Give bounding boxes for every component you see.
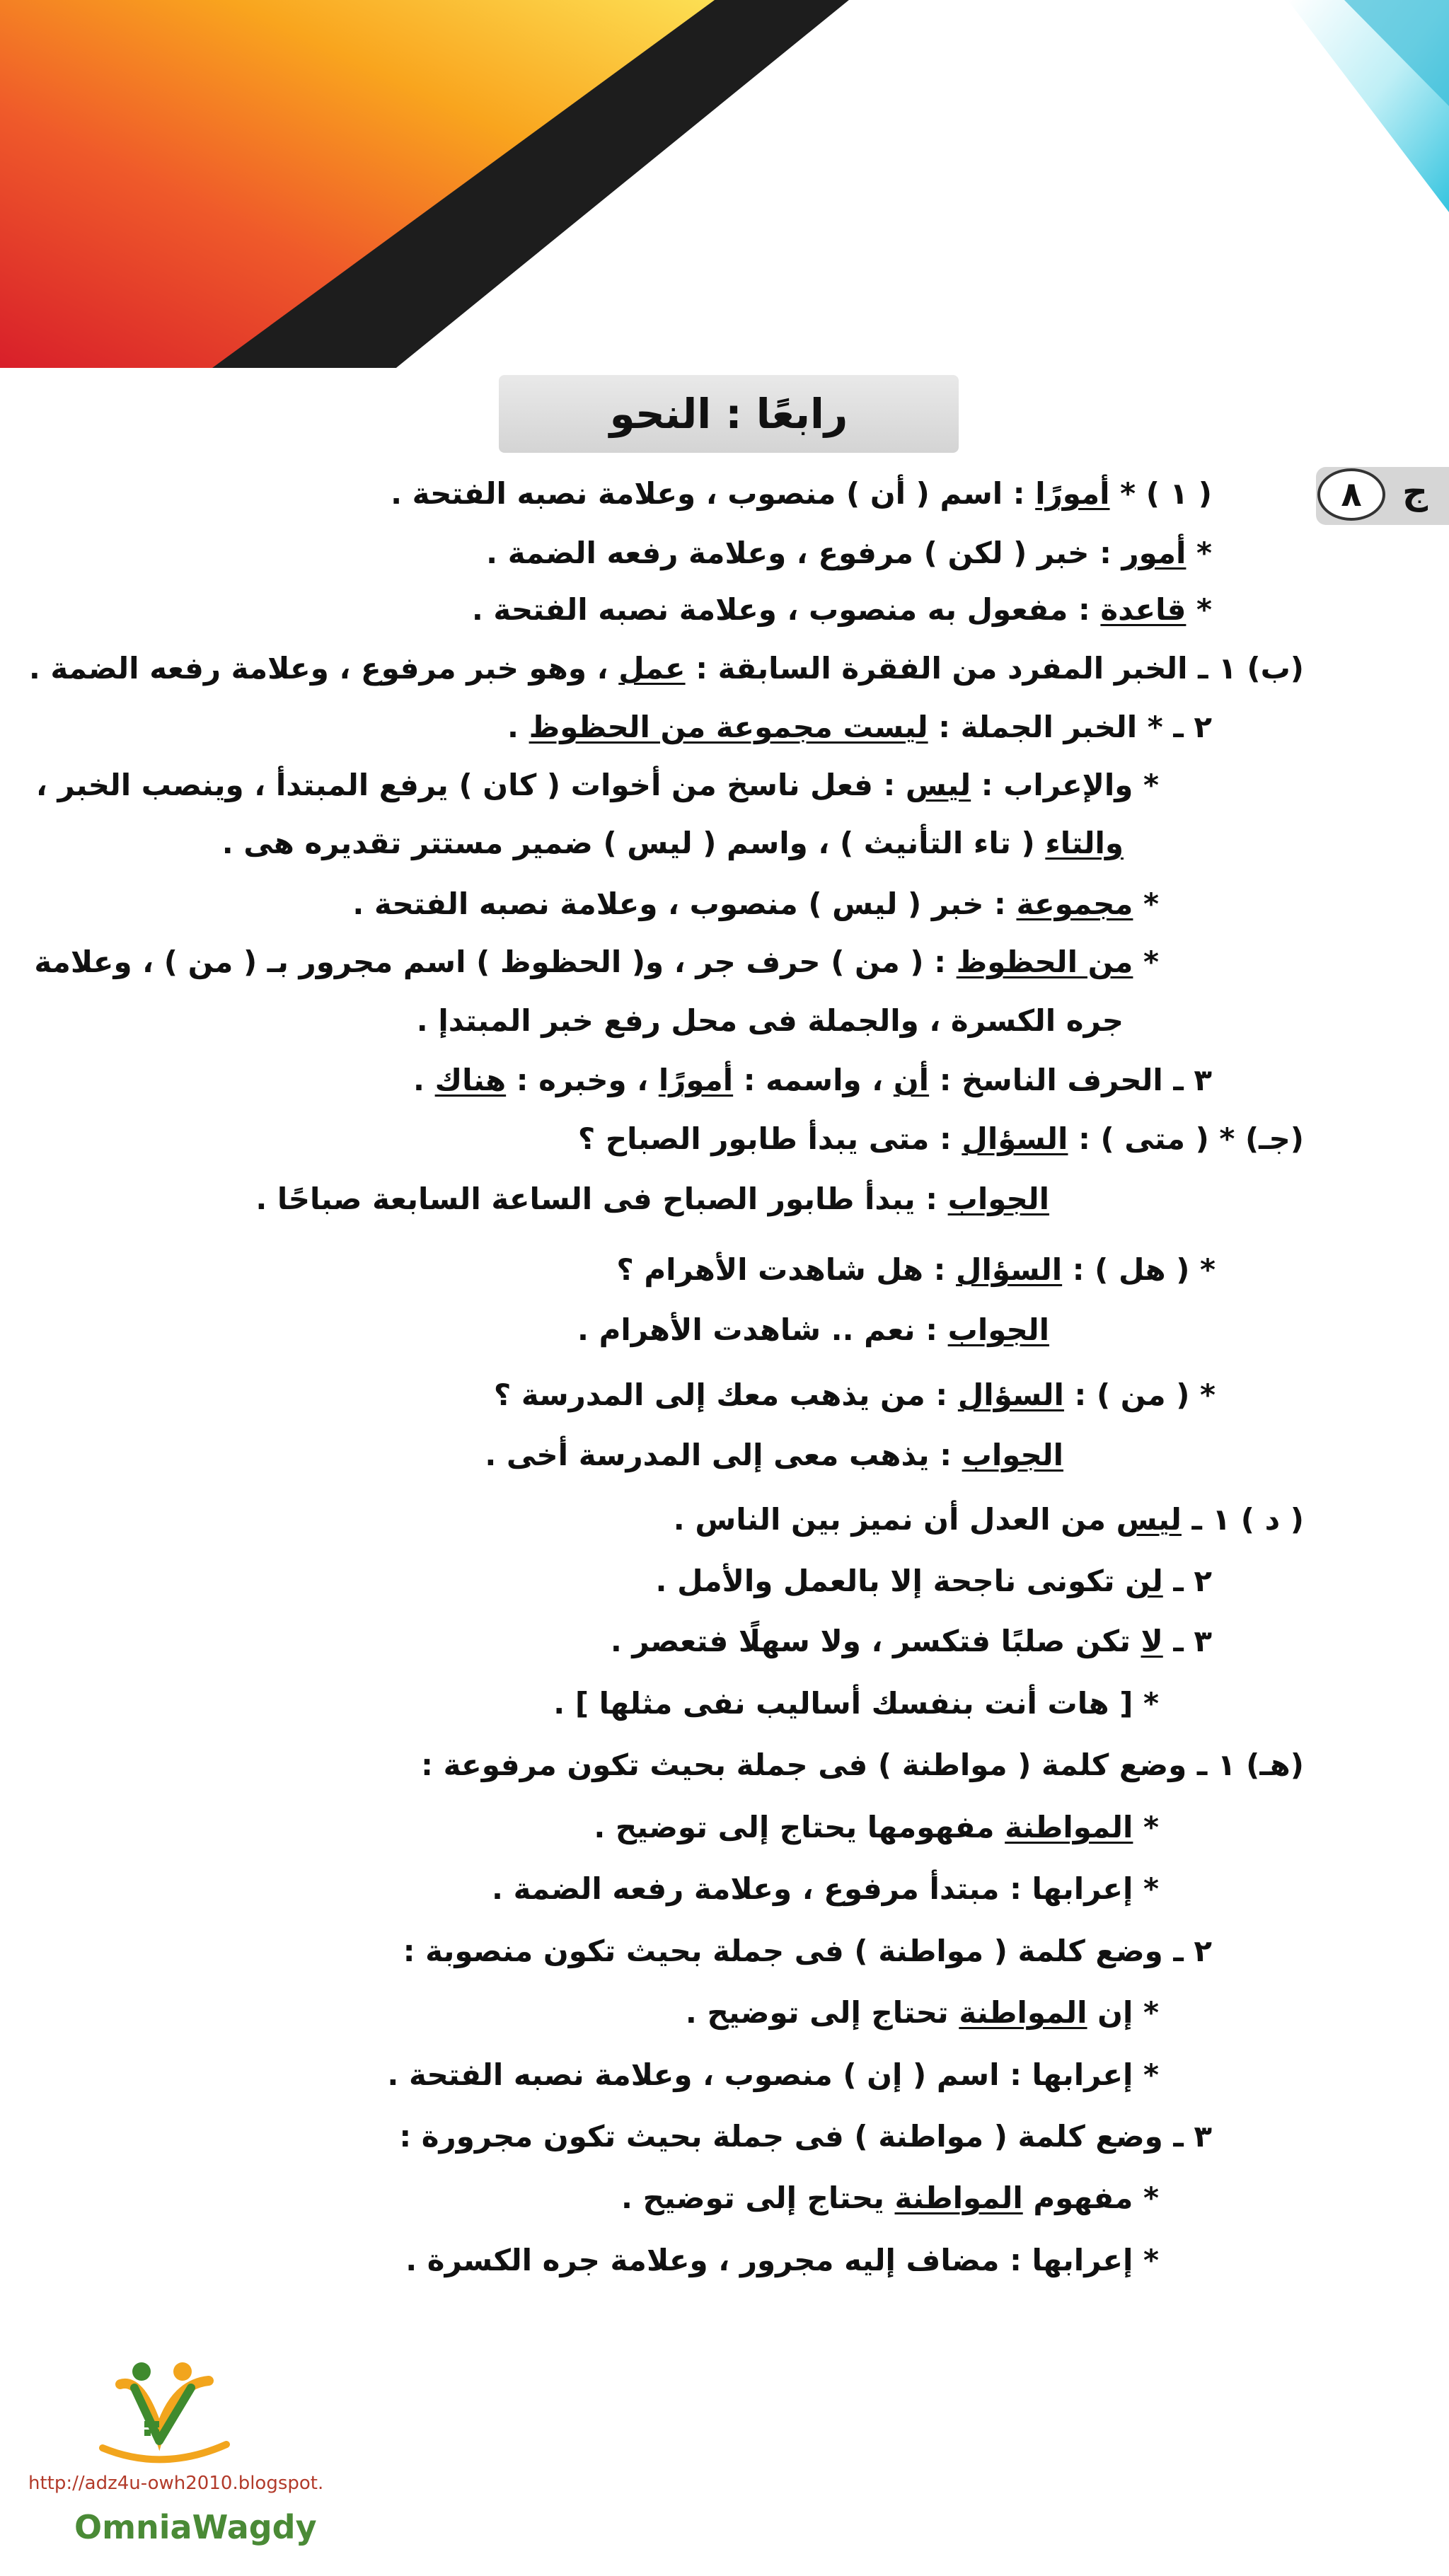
line-text: ، واسمه : bbox=[733, 1063, 894, 1097]
line-text: * bbox=[1133, 1810, 1159, 1844]
answer-line bbox=[255, 1178, 1049, 1220]
underlined-keyword: الجواب bbox=[947, 1182, 1049, 1216]
underlined-keyword: ليس bbox=[1116, 1502, 1182, 1537]
line-text: ، وهو خبر مرفوع ، وعلامة رفعه الضمة . bbox=[28, 651, 619, 686]
underlined-keyword: مجموعة bbox=[1016, 886, 1133, 921]
decorative-banner bbox=[0, 0, 1449, 382]
line-text: : يبدأ طابور الصباح فى الساعة السابعة صباحًا . bbox=[255, 1182, 948, 1216]
line-text: (هـ) ١ ـ وضع كلمة ( مواطنة ) فى جملة بحيث تكون مرفوعة : bbox=[421, 1748, 1304, 1782]
underlined-keyword: الجواب bbox=[962, 1438, 1063, 1472]
line-text: ٣ ـ الحرف الناسخ : bbox=[929, 1063, 1212, 1097]
answer-line bbox=[387, 2054, 1159, 2096]
line-text: * [ هات أنت بنفسك أساليب نفى مثلها ] . bbox=[553, 1686, 1159, 1721]
answer-line bbox=[486, 532, 1212, 574]
line-text: : خبر ( ليس ) منصوب ، وعلامة نصبه الفتحة . bbox=[352, 886, 1017, 921]
line-text: ٢ ـ * الخبر الجملة : bbox=[928, 710, 1212, 744]
line-text: * إعرابها : اسم ( إن ) منصوب ، وعلامة نصبه الفتحة . bbox=[387, 2057, 1159, 2092]
underlined-keyword: أمورًا bbox=[658, 1063, 734, 1097]
line-text: : خبر ( لكن ) مرفوع ، وعلامة رفعه الضمة . bbox=[486, 536, 1122, 570]
line-text: ٢ ـ وضع كلمة ( مواطنة ) فى جملة بحيث تكون منصوبة : bbox=[403, 1934, 1212, 1968]
line-text: * bbox=[1133, 886, 1159, 921]
line-text: يحتاج إلى توضيح . bbox=[621, 2181, 895, 2215]
line-text: تكن صلبًا فتكسر ، ولا سهلًا فتعصر . bbox=[610, 1624, 1141, 1658]
answer-line bbox=[492, 1868, 1159, 1910]
line-text: * إعرابها : مضاف إليه مجرور ، وعلامة جره الكسرة . bbox=[405, 2243, 1159, 2277]
answer-line bbox=[686, 1992, 1159, 2034]
line-text: ٢ ـ bbox=[1162, 1564, 1212, 1598]
line-text: * والإعراب : bbox=[971, 768, 1159, 802]
underlined-keyword: السؤال bbox=[962, 1121, 1068, 1156]
underlined-keyword: لا bbox=[1141, 1624, 1163, 1658]
line-text: : متى يبدأ طابور الصباح ؟ bbox=[577, 1121, 962, 1156]
underlined-keyword: عمل bbox=[618, 651, 686, 686]
answer-line bbox=[421, 1744, 1304, 1786]
answer-line bbox=[616, 1249, 1216, 1291]
line-text: : فعل ناسخ من أخوات ( كان ) يرفع المبتدأ ، وينصب الخبر ، bbox=[35, 768, 906, 802]
answer-line bbox=[403, 1930, 1212, 1973]
answer-line bbox=[29, 647, 1304, 690]
underlined-keyword: أمور bbox=[1121, 536, 1187, 570]
answer-line bbox=[413, 1059, 1212, 1102]
line-text: * bbox=[1133, 945, 1159, 979]
line-text: * ( هل ) : bbox=[1062, 1252, 1216, 1287]
footer-url: http://adz4u-owh2010.blogspot. bbox=[28, 2473, 324, 2494]
line-text: ( ١ ) * bbox=[1109, 476, 1212, 511]
underlined-keyword: من الحظوظ bbox=[956, 945, 1133, 979]
line-text: جره الكسرة ، والجملة فى محل رفع خبر المبتدإ . bbox=[416, 1003, 1124, 1038]
line-text: . bbox=[507, 710, 529, 744]
answer-line bbox=[494, 1374, 1216, 1416]
answer-line bbox=[36, 764, 1159, 807]
underlined-keyword: ليست مجموعة من الحظوظ bbox=[529, 710, 928, 744]
underlined-keyword: أن bbox=[893, 1063, 930, 1097]
line-text: * مفهوم bbox=[1022, 2181, 1159, 2215]
underlined-keyword: قاعدة bbox=[1100, 592, 1187, 627]
line-text: * إعرابها : مبتدأ مرفوع ، وعلامة رفعه الضمة . bbox=[492, 1871, 1159, 1906]
underlined-keyword: المواطنة bbox=[1005, 1810, 1133, 1844]
line-text: (جـ) * ( متى ) : bbox=[1068, 1121, 1304, 1156]
underlined-keyword: الجواب bbox=[947, 1312, 1049, 1347]
answer-line bbox=[656, 1560, 1212, 1602]
line-text: ٣ ـ وضع كلمة ( مواطنة ) فى جملة بحيث تكون مجرورة : bbox=[399, 2119, 1212, 2154]
section-title-box bbox=[499, 375, 959, 453]
answer-line bbox=[594, 1806, 1159, 1849]
line-text: (ب) ١ ـ الخبر المفرد من الفقرة السابقة : bbox=[685, 651, 1304, 686]
line-text: * ( من ) : bbox=[1063, 1377, 1216, 1412]
answer-line bbox=[352, 883, 1159, 925]
line-text: : من يذهب معك إلى المدرسة ؟ bbox=[493, 1377, 958, 1412]
underlined-keyword: السؤال bbox=[957, 1377, 1064, 1412]
answer-line bbox=[553, 1682, 1159, 1725]
line-text: : هل شاهدت الأهرام ؟ bbox=[616, 1252, 957, 1287]
line-text: مفهومها يحتاج إلى توضيح . bbox=[594, 1810, 1005, 1844]
question-number-badge: ٨ bbox=[1317, 468, 1385, 521]
answer-line bbox=[485, 1434, 1063, 1477]
line-text: ٣ ـ bbox=[1162, 1624, 1212, 1658]
line-text: : مفعول به منصوب ، وعلامة نصبه الفتحة . bbox=[471, 592, 1101, 627]
answer-line bbox=[578, 1118, 1304, 1160]
answer-line bbox=[405, 2239, 1159, 2282]
answer-line bbox=[472, 589, 1212, 631]
question-tag bbox=[1316, 467, 1449, 525]
underlined-keyword: لن bbox=[1125, 1564, 1163, 1598]
underlined-keyword: والتاء bbox=[1045, 826, 1124, 860]
site-logo-icon bbox=[92, 2356, 233, 2469]
line-text: * bbox=[1186, 536, 1212, 570]
underlined-keyword: ليس bbox=[905, 768, 971, 802]
answer-line bbox=[674, 1498, 1304, 1541]
line-text: من العدل أن نميز بين الناس . bbox=[673, 1502, 1116, 1537]
answer-line bbox=[391, 473, 1212, 515]
line-text: ، وخبره : bbox=[506, 1063, 659, 1097]
answer-line bbox=[399, 2115, 1212, 2158]
line-text: . bbox=[413, 1063, 435, 1097]
line-text: ( د ) ١ ـ bbox=[1181, 1502, 1304, 1537]
line-text: تحتاج إلى توضيح . bbox=[685, 1995, 959, 2030]
answer-line bbox=[34, 941, 1159, 983]
line-text: * bbox=[1186, 592, 1212, 627]
section-title: رابعًا : النحو bbox=[609, 390, 848, 438]
footer-author: OmniaWagdy bbox=[74, 2508, 317, 2546]
answer-line bbox=[417, 1000, 1124, 1042]
answer-line bbox=[222, 822, 1124, 865]
underlined-keyword: المواطنة bbox=[894, 2181, 1023, 2215]
underlined-keyword: هناك bbox=[434, 1063, 507, 1097]
answer-line bbox=[611, 1620, 1212, 1663]
underlined-keyword: المواطنة bbox=[959, 1995, 1087, 2030]
question-letter: ج bbox=[1402, 471, 1428, 512]
line-text: * إن bbox=[1087, 1995, 1159, 2030]
line-text: ( تاء التأنيث ) ، واسم ( ليس ) ضمير مستتر تقديره هى . bbox=[221, 826, 1046, 860]
line-text: : ( من ) حرف جر ، و( الحظوظ ) اسم مجرور بـ ( من ) ، وعلامة bbox=[34, 945, 957, 979]
answer-line bbox=[621, 2177, 1159, 2219]
underlined-keyword: السؤال bbox=[956, 1252, 1063, 1287]
line-text: : يذهب معى إلى المدرسة أخى . bbox=[485, 1438, 962, 1472]
line-text: : اسم ( أن ) منصوب ، وعلامة نصبه الفتحة . bbox=[391, 476, 1036, 511]
line-text: : نعم .. شاهدت الأهرام . bbox=[577, 1312, 948, 1347]
line-text: تكونى ناجحة إلا بالعمل والأمل . bbox=[655, 1564, 1126, 1598]
answer-line bbox=[507, 706, 1212, 749]
answer-line bbox=[577, 1309, 1049, 1351]
underlined-keyword: أمورًا bbox=[1035, 476, 1110, 511]
